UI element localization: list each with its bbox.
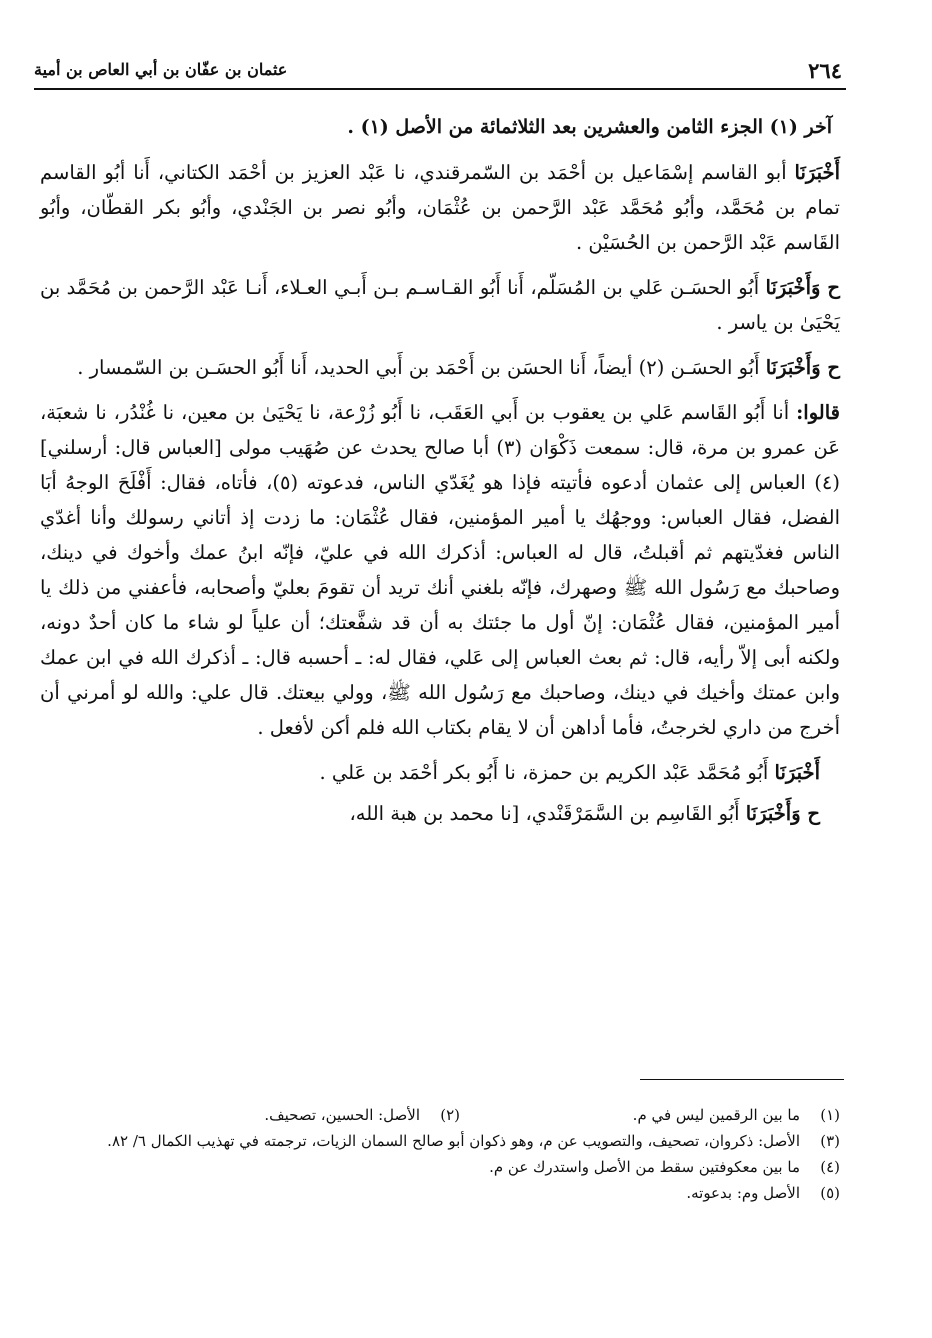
footnote-text: ما بين الرقمين ليس في م. [632, 1106, 800, 1124]
footnote-number: (٣) [820, 1132, 840, 1150]
footnote-divider [640, 1079, 844, 1080]
footnote-number: (١) [820, 1106, 840, 1124]
main-text [40, 110, 840, 837]
page-number: ٢٦٤ [808, 58, 842, 83]
footnote-text: الأصل: ذكروان، تصحيف، والتصويب عن م، وهو ذكوان أبو صالح السمان الزيات، ترجمته في تهذيب الكمال ٦/ ٨٢. [107, 1132, 800, 1150]
footnote-number: (٢) [440, 1106, 460, 1124]
paragraph-6 [40, 796, 840, 831]
footnote-4 [40, 1154, 840, 1180]
footnotes [40, 1102, 840, 1206]
paragraph-text: أَبُو مُحَمَّد عَبْد الكريم بن حمزة، نا أَبُو بكر أحْمَد بن عَلي . [319, 761, 775, 784]
footnote-number: (٥) [820, 1184, 840, 1202]
footnote-text: ما بين معكوفتين سقط من الأصل واستدرك عن م. [489, 1158, 800, 1176]
footnote-row [40, 1102, 840, 1128]
paragraph-5 [40, 755, 840, 790]
isnad-keyword: ح وَأَخْبَرَنَا [765, 276, 840, 299]
isnad-keyword: ح وَأَخْبَرَنَا [745, 802, 820, 825]
footnote-3 [40, 1128, 840, 1154]
footnote-number: (٤) [820, 1158, 840, 1176]
isnad-keyword: ح وَأَخْبَرَنَا [765, 356, 840, 379]
isnad-keyword: أَخْبَرَنَا [794, 161, 840, 184]
footnote-2 [264, 1102, 460, 1128]
footnote-1 [460, 1102, 840, 1128]
paragraph-1 [40, 155, 840, 260]
footnote-5 [40, 1180, 840, 1206]
section-title: آخر (١) الجزء الثامن والعشرين بعد الثلاثمائة من الأصل (١) . [347, 116, 832, 138]
isnad-keyword: قالوا: [796, 401, 840, 424]
page-header [34, 44, 846, 90]
isnad-keyword: أَخْبَرَنَا [774, 761, 820, 784]
paragraph-text: أَبُو الحسَـن عَلي بن المُسَلّم، أَنا أَبُو القـاسـم بـن أَبـي العـلاء، أَنـا عَبْد الرَّحمن بن مُحَمَّد بن يَحْيَىٰ بن ياسر . [40, 276, 840, 334]
running-title: عثمان بن عفّان بن أبي العاص بن أمية [34, 60, 288, 79]
footnote-text: الأصل: الحسين، تصحيف. [264, 1106, 420, 1124]
paragraph-text: أنا أَبُو القَاسم عَلي بن يعقوب بن أَبي العَقَب، نا أَبُو زُرْعة، نا يَحْيَىٰ بن معين، نا غُنْدُر، نا شعبَة، عَن عمرو بن مرة، قال: سمعت ذَكْوَان (٣) أبا صالح يحدث عن صُهَيب مولى [العباس قال: أرسلني] (٤) العباس إلى عثمان أدعوه فأتيته فإذا هو يُغَدّي الناس، فدعوته (٥)، فأتاه، فقال: أَفْلَحَ الوجهُ أبَا الفضل، فقال العباس: ووجهُك يا أمير المؤمنين، فقال عُثْمَان: ما زدت إذ أتاني رسولك وأنا أغدّي الناس فغدّيتهم ثم أقبلتُ، قال له العباس: أذكرك الله في عليّ، فإنّه ابنُ عمك وأخوك في دينك، وصاحبك مع رَسُول الله ﷺ وصهرك، فإنّه بلغني أنك تريد أن تقومَ بعليّ وأصحابه، فأعفني من ذلك يا أمير المؤمنين، فقال عُثْمَان: إنّ أول ما جئتك به أن قد شفَّعتك؛ أن علياً لو شاء ما كان أحدٌ دونه، ولكنه أبى إلاّ رأيه، قال: ثم بعث العباس إلى عَلي، فقال له: ـ أحسبه قال: ـ أذكرك الله في ابن عمك وابن عمتك وأخيك في دينك، وصاحبك مع رَسُول الله ﷺ، وولي بيعتك. قال علي: والله لو أمرني أن أخرج من داري لخرجتُ، فأما أداهن أن لا يقام بكتاب الله فلم أكن لأفعل . [40, 401, 840, 739]
paragraph-text: أبو القاسم إسْمَاعيل بن أحْمَد بن السّمرقندي، نا عَبْد العزيز بن أحْمَد الكتاني، أَنا أبُو القاسم تمام بن مُحَمَّد، وأبُو مُحَمَّد عَبْد الرَّحمن بن عُثْمَان، وأبُو نصر بن الجَنْدي، وأبُو بكر القطّان، وأبُو القَاسم عَبْد الرَّحمن بن الحُسَيْن . [40, 161, 840, 254]
paragraph-text: أَبُو الحسَـن (٢) أيضاً، أَنا الحسَن بن أَحْمَد بن أَبي الحديد، أَنا أَبُو الحسَـن بن السّمسار . [77, 356, 766, 379]
paragraph-3 [40, 350, 840, 385]
paragraph-4 [40, 395, 840, 745]
footnote-text: الأصل وم: بدعوته. [686, 1184, 800, 1202]
paragraph-text: أَبُو القَاسِم بن السَّمَرْقَنْدي، [نا محمد بن هبة الله، [349, 802, 746, 825]
paragraph-2 [40, 270, 840, 340]
